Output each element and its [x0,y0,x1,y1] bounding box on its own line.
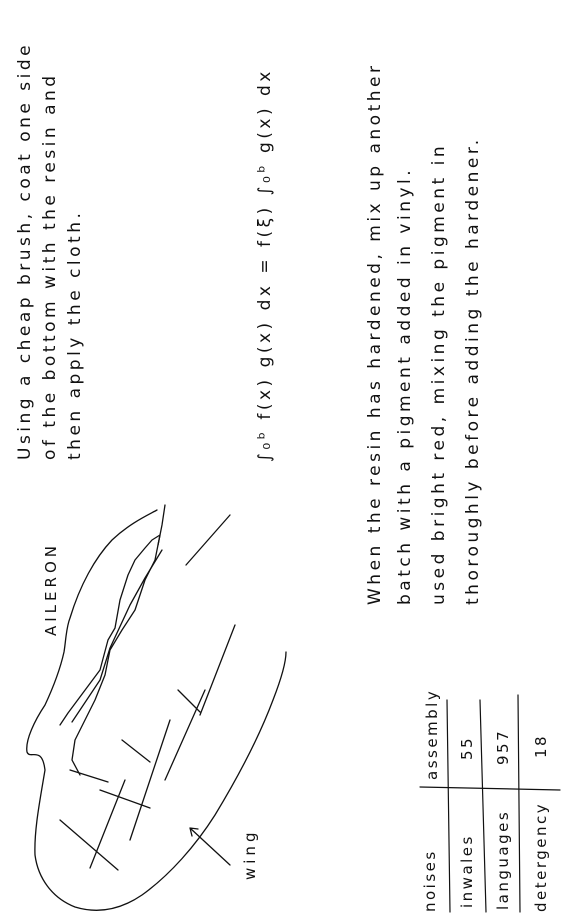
wing-spar-5 [165,690,205,780]
wing-spar-1 [60,820,118,870]
table-row-rule-1 [480,700,486,912]
equation [255,68,275,462]
table-cell-value-2: 957 [494,728,512,765]
paragraph-2-line-2: batch with a pigment added in vinyl. [395,166,415,605]
wing-spar-4 [130,720,170,840]
table-column-rule [420,787,560,790]
wing-rib-1 [70,770,108,782]
paragraph-2 [365,63,483,605]
wing-spar-2 [100,790,150,808]
paragraph-1 [15,42,85,460]
wing-label: wing [241,828,259,880]
wing-rib-2 [122,740,150,762]
table-cell-name-2: languages [494,809,512,910]
wing-sketch [27,505,286,910]
wing-strut-a [158,505,165,545]
aileron-outline [60,535,160,775]
wing-arrow [190,828,230,865]
paragraph-1-line-2: of the bottom with the resin and [40,72,60,460]
table-header-rule [447,700,450,912]
paragraph-2-line-3: used bright red, mixing the pigment in [429,142,449,605]
paragraph-1-line-1: Using a cheap brush, coat one side [15,41,35,460]
table-cell-name-3: detergency [532,801,550,912]
table-cell-value-3: 18 [532,733,550,758]
table-header-name: noises [421,849,439,912]
table-header-value: assembly [423,688,441,780]
paragraph-1-line-3: then apply the cloth. [65,209,85,460]
aileron-hinge-line [72,550,162,722]
paragraph-2-line-4: thoroughly before adding the hardener. [463,136,483,605]
table-row-rule-2 [518,695,520,912]
wing-spar-6 [200,625,235,715]
data-table [420,689,560,912]
aileron-label: AILERON [42,542,60,636]
wing-spar-7 [186,515,230,565]
table-cell-name-1: inwales [458,834,476,908]
table-cell-value-1: 55 [458,735,476,760]
equation-text: ∫₀ᵇ f(x) g(x) dx = f(ξ) ∫₀ᵇ g(x) dx [255,68,275,462]
paragraph-2-line-1: When the resin has hardened, mix up another [365,62,385,605]
